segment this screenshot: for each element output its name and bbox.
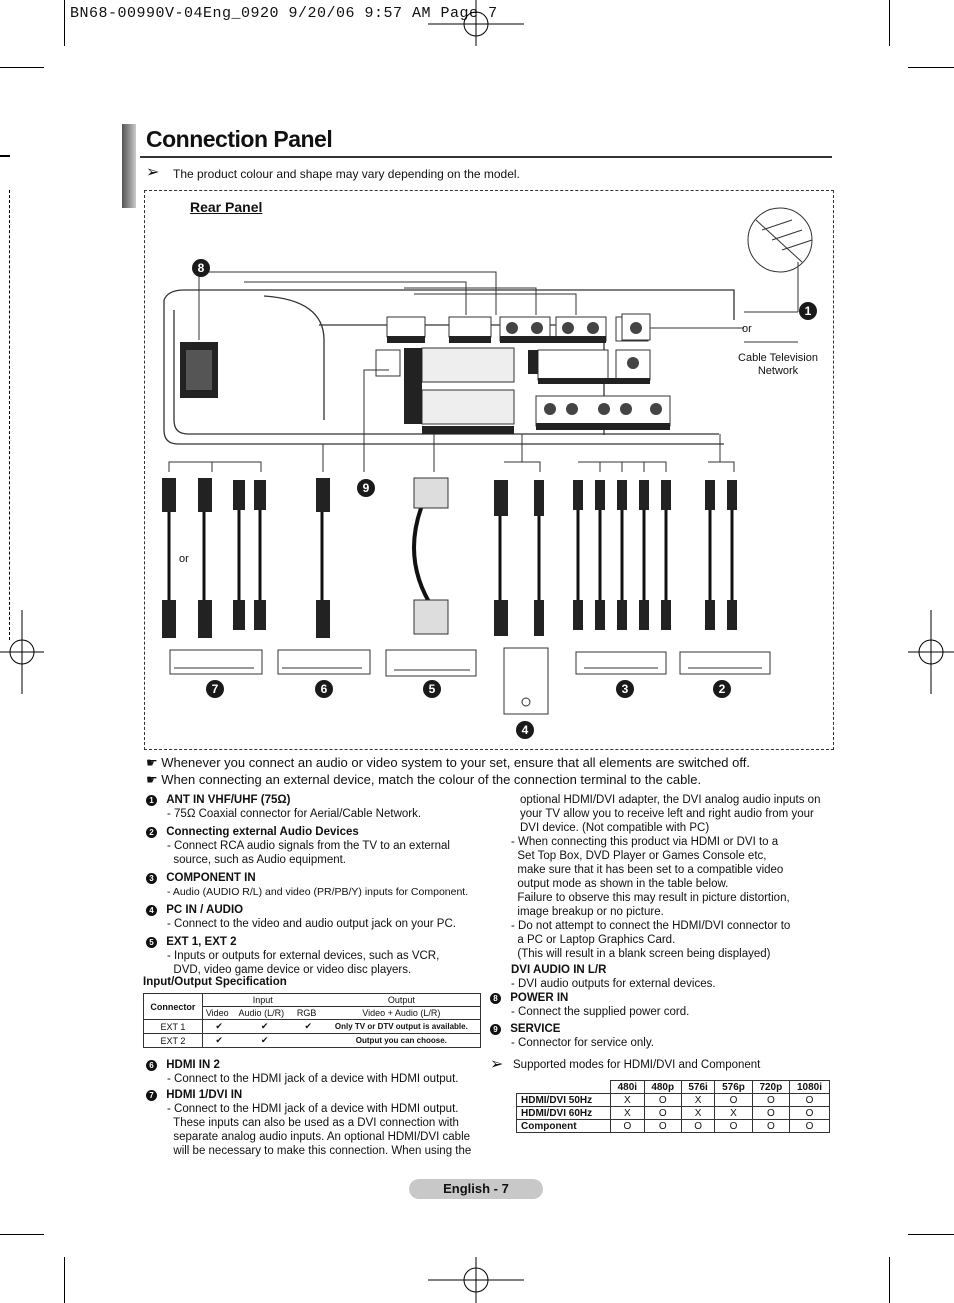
device-vcr-3 (576, 652, 666, 674)
print-header: BN68-00990V-04Eng_0920 9/20/06 9:57 AM Page 7 (70, 5, 498, 22)
callout-2: 2 (713, 680, 731, 698)
item-7: 7 HDMI 1/DVI IN - Connect to the HDMI jack of a device with HDMI output. These inputs can also be used as a DVI connection with separate analog audio inputs. An optional HDMI/DVI cable will be necessary to make this connection. When using the (146, 1088, 486, 1158)
modes-note: Supported modes for HDMI/DVI and Component (513, 1059, 761, 1071)
pc-in-port (538, 350, 608, 380)
device-dvd-7 (170, 650, 262, 674)
callout-3: 3 (616, 680, 634, 698)
callout-5: 5 (423, 680, 441, 698)
cable-tv-label: Cable Television Network (738, 352, 818, 377)
table-row: HDMI/DVI 50Hz X O X O O O (517, 1094, 830, 1107)
or-label: or (179, 553, 189, 565)
table-row: Component O O O O O O (517, 1120, 830, 1133)
modes-table: 480i 480p 576i 576p 720p 1080i HDMI/DVI 50Hz X O X O O O HDMI/DVI 60Hz X O X X O O Component O O O O O O (516, 1080, 830, 1133)
ext-1-scart (422, 390, 514, 424)
left-column (146, 793, 486, 977)
title-bar-decoration (122, 124, 136, 208)
item-6: 6 HDMI IN 2 - Connect to the HDMI jack of a device with HDMI output. (146, 1058, 486, 1086)
item-3: 3 COMPONENT IN - Audio (AUDIO R/L) and video (PR/PB/Y) inputs for Component. (146, 871, 486, 899)
or-label-antenna: or (742, 323, 752, 335)
table-row: EXT 2 ✔ ✔ Output you can choose. (144, 1034, 481, 1048)
callout-4: 4 (516, 721, 534, 739)
page-footer: English - 7 (409, 1179, 543, 1199)
table-row: EXT 1 ✔ ✔ ✔ Only TV or DTV output is available. (144, 1020, 481, 1034)
right-column: optional HDMI/DVI adapter, the DVI analog audio inputs on your TV allow you to receive left and right audio from your DVI device. (Not compatible with PC) - When connecting this product via HDMI or DVI to a Set Top Box, DVD Player or Games Console etc, make sure that it has been set to a compatible video output mode as shown in the table below. Failure to observe this may result in picture distortion, image breakup or no picture. - Do not attempt to connect the HDMI/DVI connector to a PC or Laptop Graphics Card. (This will result in a blank screen being displayed) DVI AUDIO IN L/R - DVI audio outputs for external devices. (511, 793, 831, 991)
device-dvd-6 (278, 650, 370, 674)
rear-panel-label: Rear Panel (190, 199, 263, 215)
arrow-icon: ➢ (490, 1056, 504, 1073)
model-note: The product colour and shape may vary depending on the model. (173, 167, 520, 181)
left-column-2 (146, 1058, 486, 1158)
table-row: HDMI/DVI 60Hz X O X X O O (517, 1107, 830, 1120)
callout-6: 6 (315, 680, 333, 698)
right-items (490, 991, 830, 1050)
device-vcr-5 (386, 650, 476, 676)
io-spec-table: Connector Input Output Video Audio (L/R) RGB Video + Audio (L/R) EXT 1 ✔ ✔ ✔ Only TV or DTV output is available. EXT 2 ✔ ✔ Output you can choose. (143, 993, 481, 1048)
callout-9: 9 (357, 479, 375, 497)
ext-2-scart (422, 348, 514, 382)
item-1: 1 ANT IN VHF/UHF (75Ω) - 75Ω Coaxial connector for Aerial/Cable Network. (146, 793, 486, 821)
item-9: 9 SERVICE - Connector for service only. (490, 1022, 830, 1050)
device-audio-2 (680, 652, 770, 674)
callout-8: 8 (192, 259, 210, 277)
warning-1: ☛ Whenever you connect an audio or video system to your set, ensure that all elements are switched off. (146, 755, 750, 770)
rear-panel-diagram (144, 190, 834, 750)
item-8: 8 POWER IN - Connect the supplied power cord. (490, 991, 830, 1019)
callout-7: 7 (206, 680, 224, 698)
hdmi-in-2-port (387, 317, 425, 337)
warning-2: ☛ When connecting an external device, match the colour of the connection terminal to the cable. (146, 772, 702, 787)
title-rule (140, 156, 832, 158)
callout-1: 1 (799, 302, 817, 320)
spec-title: Input/Output Specification (143, 976, 287, 988)
item-5: 5 EXT 1, EXT 2 - Inputs or outputs for external devices, such as VCR, DVD, video game device or video disc players. (146, 935, 486, 977)
dvi-audio-title: DVI AUDIO IN L/R (511, 964, 607, 976)
service-port (376, 350, 400, 376)
hdmi-in-1-port (449, 317, 491, 337)
device-pc-4 (504, 648, 548, 714)
item-4: 4 PC IN / AUDIO - Connect to the video and audio output jack on your PC. (146, 903, 486, 931)
item-2: 2 Connecting external Audio Devices - Connect RCA audio signals from the TV to an external source, such as Audio equipment. (146, 825, 486, 867)
arrow-icon: ➢ (146, 164, 160, 181)
page-title: Connection Panel (146, 126, 333, 152)
